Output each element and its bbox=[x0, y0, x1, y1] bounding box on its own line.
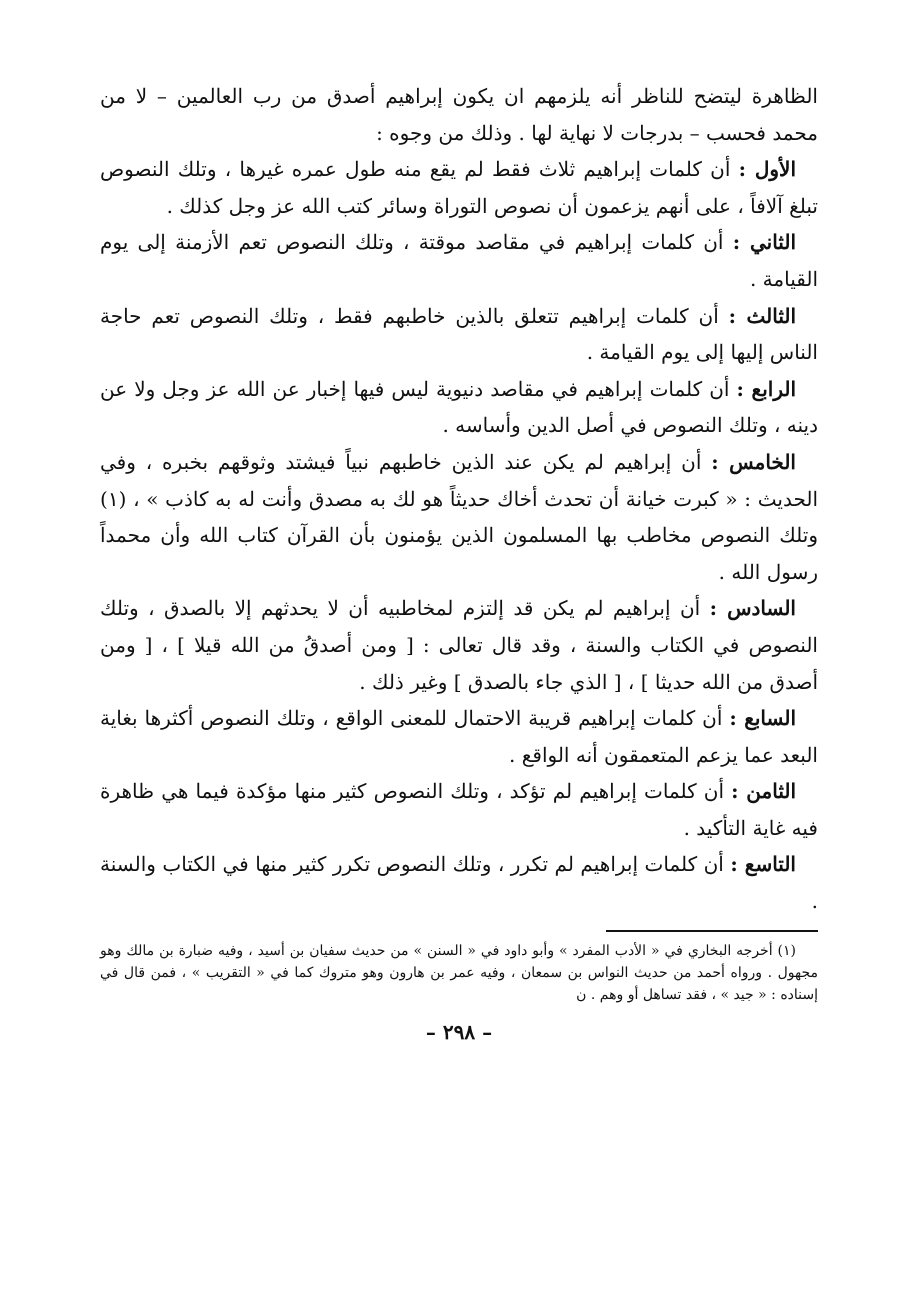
paragraph-lead: الخامس : bbox=[711, 449, 796, 474]
main-text bbox=[100, 78, 818, 920]
page-number: – ٢٩٨ – bbox=[425, 1019, 493, 1044]
paragraph-lead: الرابع : bbox=[736, 376, 797, 401]
paragraph-lead: الثاني : bbox=[732, 230, 796, 255]
footnote-item: (١) أخرجه البخاري في « الأدب المفرد » وأبو داود في « السنن » من حديث سفيان بن أسيد ، وفيه ضبارة بن مالك وهو مجهول . ورواه أحمد من حديث النواس بن سمعان ، وفيه عمر بن هارون وهو متروك كما في « التقريب » ، فمن قال في إسناده : « جيد » ، فقد تساهل أو وهم . ن bbox=[100, 942, 818, 1003]
paragraph-fourth bbox=[100, 371, 818, 444]
paragraph-ninth bbox=[100, 846, 818, 919]
paragraph-lead: التاسع : bbox=[730, 852, 796, 877]
paragraph-first bbox=[100, 151, 818, 224]
paragraph-second bbox=[100, 224, 818, 297]
paragraph-lead: الثالث : bbox=[728, 303, 797, 328]
page-content bbox=[100, 78, 818, 1044]
paragraph-text: أن كلمات إبراهيم لم تؤكد ، وتلك النصوص كثير منها مؤكدة فيما هي ظاهرة فيه غاية التأكيد . bbox=[100, 779, 818, 840]
paragraph-text: أن كلمات إبراهيم لم تكرر ، وتلك النصوص تكرر كثير منها في الكتاب والسنة . bbox=[100, 852, 818, 914]
paragraph-text: أن كلمات إبراهيم ثلاث فقط لم يقع منه طول عمره غيرها ، وتلك النصوص تبلغ آلافاً ، على أنهم يزعمون أن نصوص التوراة وسائر كتب الله عز وجل كذلك . bbox=[100, 157, 818, 218]
paragraph-text: الظاهرة ليتضح للناظر أنه يلزمهم ان يكون إبراهيم أصدق من رب العالمين – لا من محمد فحسب – بدرجات لا نهاية لها . وذلك من وجوه : bbox=[100, 84, 818, 145]
paragraph-lead: السابع : bbox=[729, 706, 797, 731]
paragraph-lead: الأول : bbox=[738, 157, 797, 182]
paragraph-text: أن كلمات إبراهيم تتعلق بالذين خاطبهم فقط ، وتلك النصوص تعم حاجة الناس إليها إلى يوم القيامة . bbox=[100, 303, 818, 365]
paragraph-sixth bbox=[100, 590, 818, 700]
paragraph-text: أن كلمات إبراهيم في مقاصد موقتة ، وتلك النصوص تعم الأزمنة إلى يوم القيامة . bbox=[100, 230, 818, 291]
paragraph-eighth bbox=[100, 773, 818, 846]
footnote-separator bbox=[606, 930, 818, 932]
paragraph-text: أن إبراهيم لم يكن قد إلتزم لمخاطبيه أن لا يحدثهم إلا بالصدق ، وتلك النصوص في الكتاب والسنة ، وقد قال تعالى : [ ومن أصدقُ من الله قيلا ] ، [ ومن أصدق من الله حديثا ] ، [ الذي جاء بالصدق ] وغير ذلك . bbox=[100, 596, 818, 694]
paragraph-lead: السادس : bbox=[709, 596, 796, 621]
paragraph-text: أن كلمات إبراهيم في مقاصد دنيوية ليس فيها إخبار عن الله عز وجل ولا عن دينه ، وتلك النصوص في أصل الدين وأساسه . bbox=[100, 376, 818, 438]
footnotes bbox=[100, 940, 818, 1006]
paragraph-lead: الثامن : bbox=[731, 779, 797, 804]
paragraph-third bbox=[100, 298, 818, 371]
paragraph-seventh bbox=[100, 700, 818, 773]
paragraph-intro bbox=[100, 78, 818, 151]
paragraph-fifth bbox=[100, 444, 818, 590]
paragraph-text: أن إبراهيم لم يكن عند الذين خاطبهم نبياً فيشتد وثوقهم بخبره ، وفي الحديث : « كبرت خيانة أن تحدث أخاك حديثاً هو لك به مصدق وأنت له به كاذب » ، (١) وتلك النصوص مخاطب بها المسلمون الذين يؤمنون بأن القرآن كتاب الله وأن محمداً رسول الله . bbox=[100, 449, 818, 584]
paragraph-text: أن كلمات إبراهيم قريبة الاحتمال للمعنى الواقع ، وتلك النصوص أكثرها بغاية البعد عما يزعم المتعمقون أنه الواقع . bbox=[100, 706, 818, 767]
